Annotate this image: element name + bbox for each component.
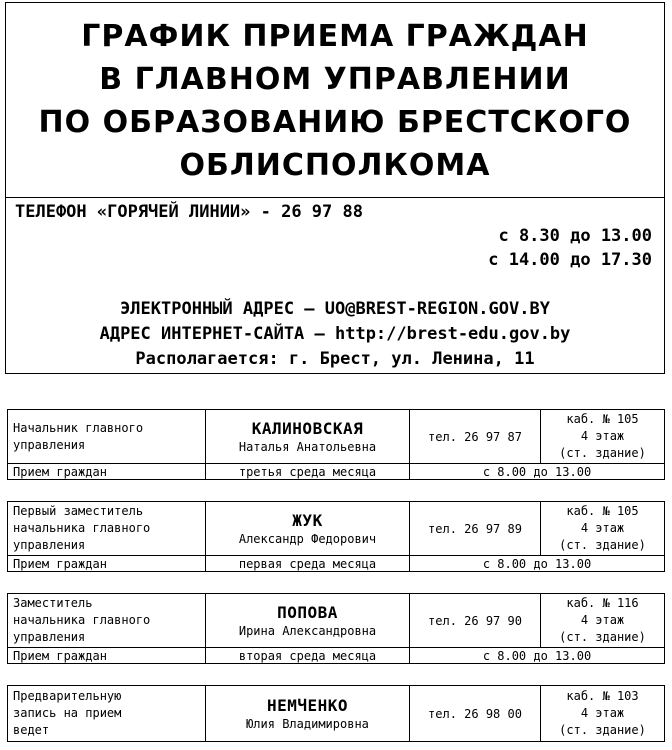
contact-info [6,198,664,373]
full-name: Ирина Александровна [238,623,377,638]
name-cell [206,502,410,556]
page-title [6,3,664,198]
role-line: Предварительную [13,689,122,703]
title-line-3: ПО ОБРАЗОВАНИЮ БРЕСТСКОГО [38,105,632,140]
role-line: Начальник главного [13,420,144,435]
office-line: каб. № 105 [566,412,639,426]
role-line: Первый заместитель [13,504,144,518]
official-table-nemchenko [7,685,665,742]
office-cell [541,686,665,742]
hotline-hours-afternoon: с 14.00 до 17.30 [488,250,652,270]
header-box [5,2,665,374]
phone-number: тел. 26 98 00 [410,686,541,742]
phone-number: тел. 26 97 87 [410,410,541,464]
name-cell [206,594,410,648]
reception-label: Прием граждан [8,464,206,480]
title-line-2: В ГЛАВНОМ УПРАВЛЕНИИ [99,62,571,97]
surname: ПОПОВА [277,602,338,622]
office-line: 4 этаж [580,429,625,443]
role-line: ведет [13,723,50,737]
phone-number: тел. 26 97 89 [410,502,541,556]
role-line: Заместитель [13,596,93,610]
office-line: (ст. здание) [559,446,646,460]
location-address: Располагается: г. Брест, ул. Ленина, 11 [135,349,535,369]
website-address: АДРЕС ИНТЕРНЕТ-САЙТА – http://brest-edu.gov.by [99,324,571,344]
role-cell [8,502,206,556]
hotline-hours-morning: с 8.30 до 13.00 [498,226,652,246]
hotline-phone: ТЕЛЕФОН «ГОРЯЧЕЙ ЛИНИИ» - 26 97 88 [15,202,363,222]
title-line-1: ГРАФИК ПРИЕМА ГРАЖДАН [81,19,589,54]
role-cell [8,594,206,648]
official-table-kalinovskaya [7,409,665,480]
name-cell [206,686,410,742]
role-line: управления [13,538,86,552]
email-address: ЭЛЕКТРОННЫЙ АДРЕС – UO@BREST-REGION.GOV.BY [120,299,550,319]
surname: ЖУК [292,510,323,530]
reception-label: Прием граждан [8,556,206,572]
reception-day: первая среда месяца [206,556,410,572]
full-name: Наталья Анатольевна [238,439,377,454]
surname: КАЛИНОВСКАЯ [251,418,364,438]
office-cell [541,410,665,464]
role-line: запись на прием [13,706,122,720]
reception-time: с 8.00 до 13.00 [410,464,665,480]
role-cell [8,686,206,742]
phone-number: тел. 26 97 90 [410,594,541,648]
reception-day: третья среда месяца [206,464,410,480]
office-line: (ст. здание) [559,723,646,737]
official-table-zhuk [7,501,665,572]
office-line: (ст. здание) [559,630,646,644]
reception-day: вторая среда месяца [206,648,410,664]
office-line: (ст. здание) [559,538,646,552]
office-line: каб. № 103 [566,689,639,703]
official-table-popova [7,593,665,664]
office-line: 4 этаж [580,521,625,535]
office-line: каб. № 116 [566,596,639,610]
reception-label: Прием граждан [8,648,206,664]
office-cell [541,502,665,556]
office-cell [541,594,665,648]
role-line: начальника главного [13,521,151,535]
reception-time: с 8.00 до 13.00 [410,556,665,572]
full-name: Александр Федорович [238,531,377,546]
role-cell [8,410,206,464]
title-line-4: ОБЛИСПОЛКОМА [179,148,491,183]
surname: НЕМЧЕНКО [266,695,349,715]
full-name: Юлия Владимировна [246,716,369,731]
role-line: начальника главного [13,613,151,627]
reception-time: с 8.00 до 13.00 [410,648,665,664]
role-line: управления [13,437,86,452]
office-line: 4 этаж [580,706,625,720]
role-line: управления [13,630,86,644]
office-line: 4 этаж [580,613,625,627]
office-line: каб. № 105 [566,504,639,518]
name-cell [206,410,410,464]
